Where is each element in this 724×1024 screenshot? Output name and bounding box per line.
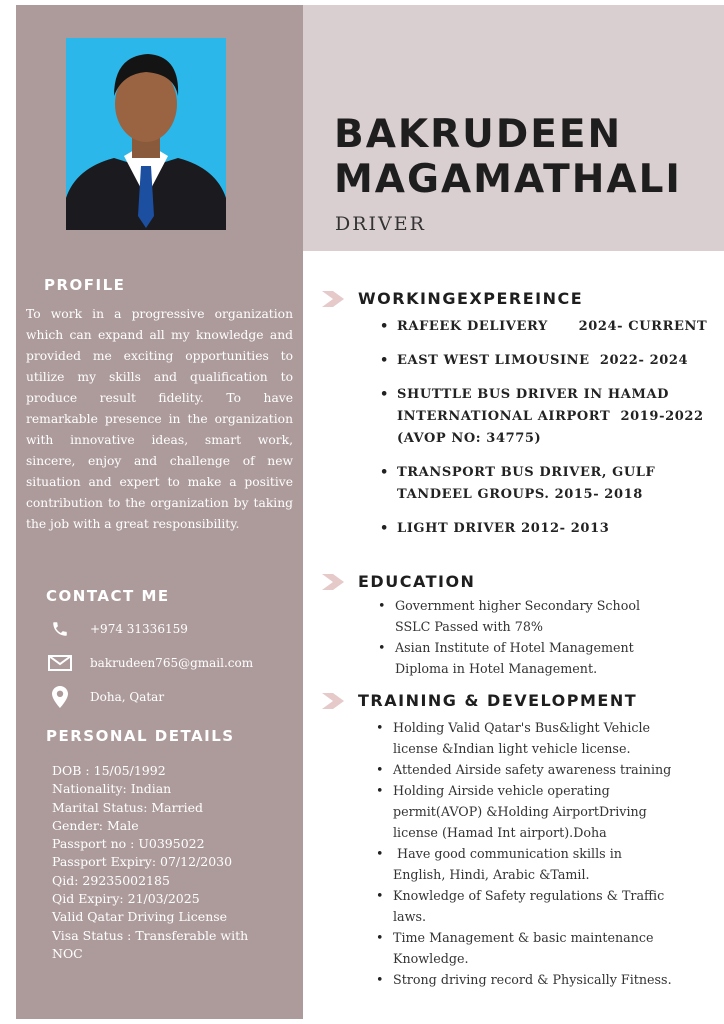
training-line: Knowledge. <box>393 951 469 966</box>
personal-detail: Marital Status: Married <box>52 799 203 815</box>
training-line: permit(AVOP) &Holding AirportDriving <box>393 804 647 819</box>
work-item <box>380 518 716 540</box>
education-line: • Asian Institute of Hotel Management <box>395 640 634 655</box>
job-title: DRIVER <box>335 213 426 235</box>
phone-icon <box>48 619 72 639</box>
training-list <box>374 717 720 990</box>
training-line: • Knowledge of Safety regulations & Traffic <box>393 888 665 903</box>
training-line: • Holding Airside vehicle operating <box>393 783 610 798</box>
personal-detail: Gender: Male <box>52 817 139 833</box>
personal-detail: Passport no : U0395022 <box>52 836 205 852</box>
work-line: • TRANSPORT BUS DRIVER, GULF <box>397 465 656 480</box>
education-line: Diploma in Hotel Management. <box>395 661 598 676</box>
education-line: SSLC Passed with 78% <box>395 619 543 634</box>
training-line: • Have good communication skills in <box>393 846 622 861</box>
work-line: EAST WEST LIMOUSINE 2022- 2024 <box>397 353 689 368</box>
mail-icon <box>48 653 72 673</box>
location-text: Doha, Qatar <box>90 690 165 704</box>
work-line: TANDEEL GROUPS. 2015- 2018 <box>397 487 643 502</box>
work-section-header <box>320 289 583 308</box>
training-item <box>374 843 720 885</box>
training-section-header <box>320 691 637 710</box>
work-line: LIGHT DRIVER 2012- 2013 <box>397 521 610 536</box>
chevron-right-icon <box>320 290 346 308</box>
education-list <box>376 595 716 679</box>
education-item <box>376 637 716 679</box>
work-item <box>380 462 716 506</box>
profile-photo <box>66 38 226 230</box>
training-item <box>374 780 720 843</box>
training-line: • Holding Valid Qatar's Bus&light Vehicle <box>393 720 651 735</box>
personal-detail: Qid Expiry: 21/03/2025 <box>52 891 200 907</box>
personal-detail: Valid Qatar Driving License <box>52 909 228 925</box>
profile-heading: PROFILE <box>44 276 126 294</box>
education-item <box>376 595 716 637</box>
personal-detail: Qid: 29235002185 <box>52 872 170 888</box>
work-line: RAFEEK DELIVERY 2024- CURRENT <box>397 319 708 334</box>
chevron-right-icon <box>320 573 346 591</box>
phone-text: +974 31336159 <box>90 622 188 636</box>
last-name: MAGAMATHALI <box>334 157 682 202</box>
training-line: • Attended Airside safety awareness training <box>393 762 672 777</box>
work-heading: WORKINGEXPEREINCE <box>358 289 584 308</box>
work-line: (AVOP NO: 34775) <box>397 431 542 446</box>
contact-location <box>48 686 164 708</box>
work-line: • SHUTTLE BUS DRIVER IN HAMAD <box>397 387 669 402</box>
training-item <box>374 927 720 969</box>
location-pin-icon <box>48 687 72 707</box>
work-list <box>380 316 716 540</box>
personal-details-heading: PERSONAL DETAILS <box>46 727 235 745</box>
training-heading: TRAINING & DEVELOPMENT <box>358 691 638 710</box>
training-line: • Strong driving record & Physically Fitness. <box>393 972 672 987</box>
first-name: BAKRUDEEN <box>334 112 623 157</box>
training-line: license (Hamad Int airport).Doha <box>393 825 607 840</box>
personal-detail: Passport Expiry: 07/12/2030 <box>52 854 233 870</box>
work-line: INTERNATIONAL AIRPORT 2019-2022 <box>397 409 704 424</box>
personal-detail: Visa Status : Transferable with <box>52 927 249 943</box>
training-line: laws. <box>393 909 427 924</box>
candidate-name <box>334 112 682 202</box>
education-section-header <box>320 572 475 591</box>
email-text: bakrudeen765@gmail.com <box>90 656 254 670</box>
personal-detail: NOC <box>52 945 83 961</box>
personal-detail: Nationality: Indian <box>52 781 172 797</box>
education-line: • Government higher Secondary School <box>395 598 641 613</box>
training-line: English, Hindi, Arabic &Tamil. <box>393 867 590 882</box>
training-line: license &Indian light vehicle license. <box>393 741 631 756</box>
work-item <box>380 350 716 372</box>
personal-detail: DOB : 15/05/1992 <box>52 763 166 778</box>
work-item <box>380 316 716 338</box>
contact-phone <box>48 618 188 640</box>
training-item <box>374 759 720 780</box>
education-heading: EDUCATION <box>358 572 476 591</box>
training-item <box>374 717 720 759</box>
chevron-right-icon <box>320 692 346 710</box>
work-item <box>380 384 716 450</box>
contact-email <box>48 652 253 674</box>
training-item <box>374 885 720 927</box>
training-line: • Time Management & basic maintenance <box>393 930 654 945</box>
profile-text: To work in a progressive organization which can expand all my knowledge and provided me exciting opportunities to utilize my skills and qualification to produce result fidelity. To have remarkable presence in the organization with innovative ideas, smart work, sincere, enjoy and challenge of new situation and expert to make a positive contribution to the organization by taking the job with a great responsibility. <box>26 307 293 531</box>
personal-details-list <box>52 762 292 963</box>
training-item <box>374 969 720 990</box>
contact-heading: CONTACT ME <box>46 587 170 605</box>
